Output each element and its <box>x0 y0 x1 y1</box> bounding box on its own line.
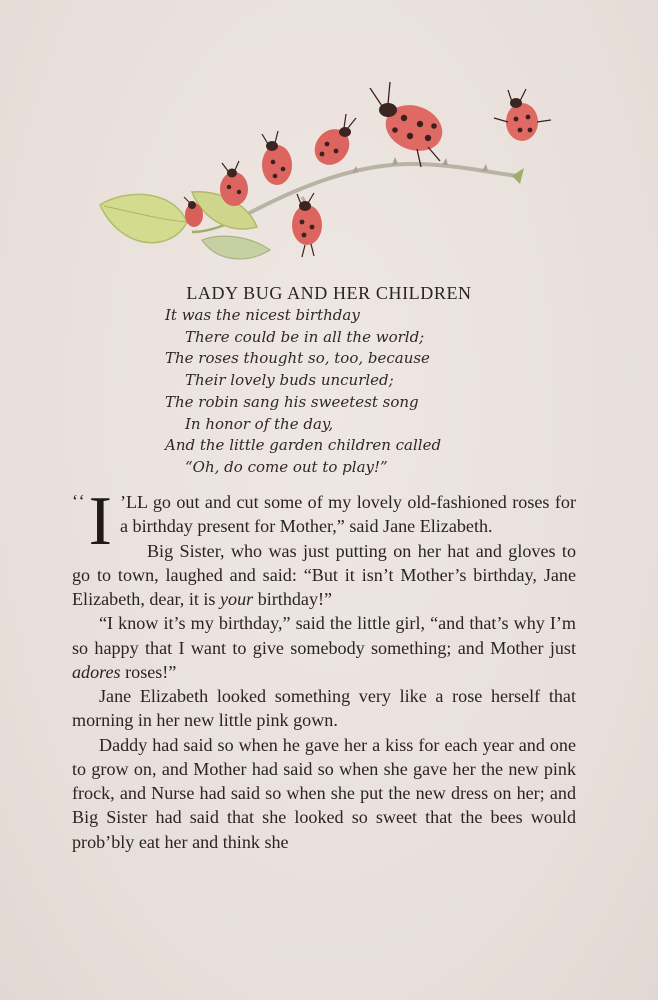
poem-line: The roses thought so, too, because <box>165 349 430 368</box>
ladybug-bottom <box>292 193 322 257</box>
emphasis: your <box>220 589 254 609</box>
opening-quote: ‘‘ <box>72 491 87 511</box>
ladybug-left <box>220 161 248 206</box>
paragraph-2: Big Sister, who was just putting on her hat and gloves to go to town, laughed and said: “But it isn’t Mother’s birthday, Jane Elizabeth, dear, it is your birthday!” <box>72 540 576 609</box>
paragraph-1 <box>72 483 576 560</box>
leaf-large <box>100 194 187 242</box>
poem-line: And the little garden children called <box>165 436 442 455</box>
paragraph-1-text: ’LL go out and cut some of my lovely old-fashioned roses for a birthday present for Mother,” said Jane Elizabeth. <box>119 492 576 537</box>
poem-line: The robin sang his sweetest song <box>165 392 419 411</box>
poem <box>165 305 585 479</box>
ladybug-right <box>494 89 551 141</box>
ladybug-large <box>370 82 449 167</box>
story-text <box>72 483 576 854</box>
paragraph-3: “I know it’s my birthday,” said the little girl, “and that’s why I’m so happy that I want to give somebody something; and Mother just adores roses!” <box>72 613 576 682</box>
ladybug-middle <box>308 114 357 172</box>
poem-line: In honor of the day, <box>185 414 334 433</box>
drop-cap: I <box>88 483 112 560</box>
poem-line: It was the nicest birthday <box>165 306 360 324</box>
chapter-title: LADY BUG AND HER CHILDREN <box>186 283 472 303</box>
ladybug-illustration <box>92 72 562 272</box>
poem-line: There could be in all the world; <box>185 327 425 346</box>
poem-line: “Oh, do come out to play!” <box>185 457 388 476</box>
paragraph-5: Daddy had said so when he gave her a kiss for each year and one to grow on, and Mother had said so when she gave her the new pink frock, and Nurse had said so when she put the new dress on her; and Big Sister had said that she looked so sweet that the bees would prob’bly eat her and think she <box>72 734 576 852</box>
paragraph-4: Jane Elizabeth looked something very like a rose herself that morning in her new little pink gown. <box>72 686 576 731</box>
emphasis: adores <box>72 661 121 682</box>
poem-line: Their lovely buds uncurled; <box>185 371 394 390</box>
ladybug-upper-left <box>262 131 292 185</box>
